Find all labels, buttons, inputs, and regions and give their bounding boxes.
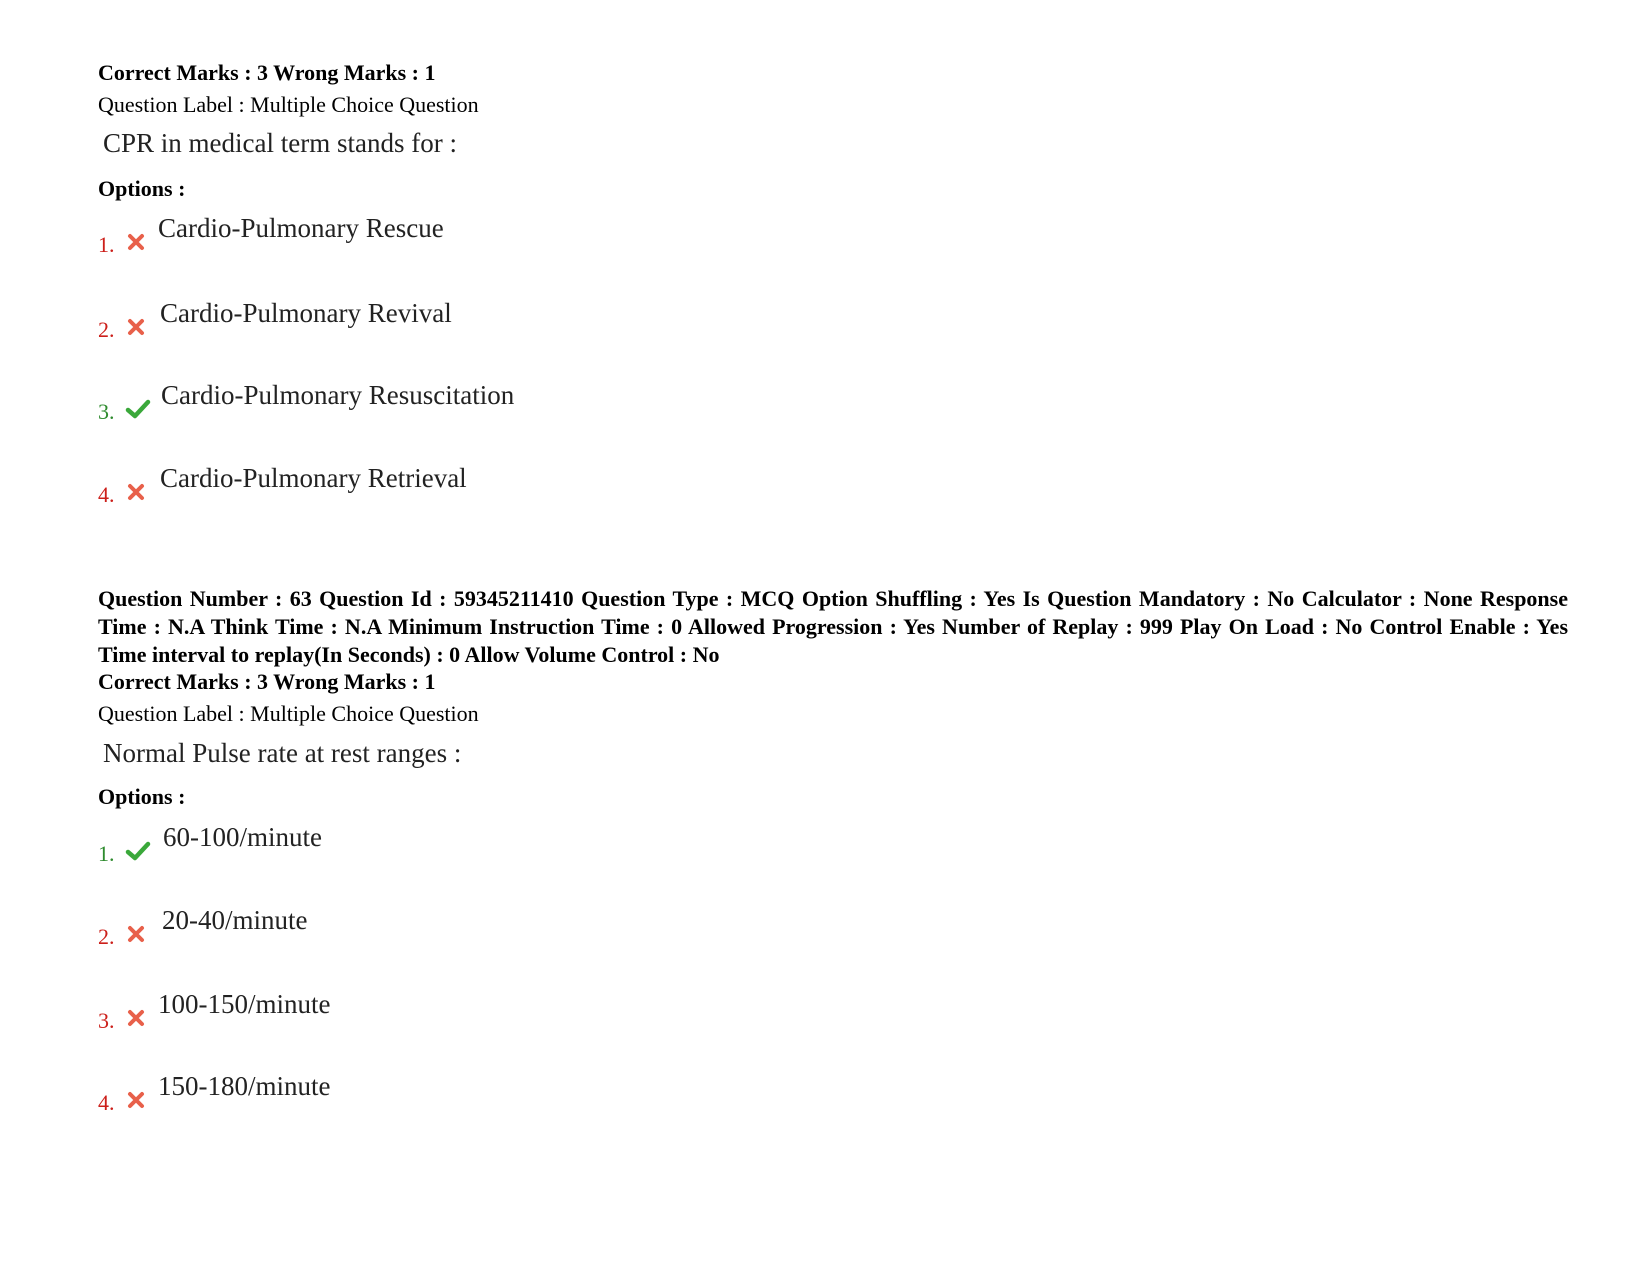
cross-icon <box>125 923 147 945</box>
question-label: Question Label : Multiple Choice Question <box>98 701 479 726</box>
cross-icon <box>125 481 147 503</box>
option-2 <box>98 905 898 949</box>
question-label: Question Label : Multiple Choice Question <box>98 92 479 117</box>
option-number: 1. <box>98 232 115 257</box>
options-heading: Options : <box>98 176 186 201</box>
option-number: 3. <box>98 1008 115 1033</box>
marks-info: Correct Marks : 3 Wrong Marks : 1 <box>98 669 436 694</box>
options-heading: Options : <box>98 784 186 809</box>
option-number: 4. <box>98 482 115 507</box>
option-text: 60-100/minute <box>163 822 322 852</box>
option-2 <box>98 298 898 342</box>
option-text: 150-180/minute <box>158 1071 331 1101</box>
question-text: Normal Pulse rate at rest ranges : <box>103 738 462 768</box>
option-1 <box>98 822 898 866</box>
option-text: 100-150/minute <box>158 989 331 1019</box>
option-number: 2. <box>98 317 115 342</box>
cross-icon <box>125 316 147 338</box>
question-meta: Question Number : 63 Question Id : 59345211410 Question Type : MCQ Option Shuffling : Yes Is Question Mandatory : No Calculator : None Response Time : N.A Think Time : N.A Minimum Instruction Time : 0 Allowed Progression : Yes Number of Replay : 999 Play On Load : No Control Enable : Yes Time interval to replay(In Seconds) : 0 Allow Volume Control : No <box>98 586 1568 667</box>
option-text: 20-40/minute <box>162 905 308 935</box>
option-3 <box>98 989 898 1033</box>
cross-icon <box>125 1089 147 1111</box>
option-3 <box>98 380 898 424</box>
check-icon <box>125 398 151 420</box>
option-text: Cardio-Pulmonary Rescue <box>158 213 444 243</box>
cross-icon <box>125 1007 147 1029</box>
check-icon <box>125 840 151 862</box>
cross-icon <box>125 231 147 253</box>
option-number: 4. <box>98 1090 115 1115</box>
option-1 <box>98 213 898 257</box>
marks-info: Correct Marks : 3 Wrong Marks : 1 <box>98 60 436 85</box>
option-number: 2. <box>98 924 115 949</box>
question-text: CPR in medical term stands for : <box>103 128 457 158</box>
option-number: 1. <box>98 841 115 866</box>
option-text: Cardio-Pulmonary Revival <box>160 298 452 328</box>
option-text: Cardio-Pulmonary Resuscitation <box>161 380 515 410</box>
option-4 <box>98 1071 898 1115</box>
option-text: Cardio-Pulmonary Retrieval <box>160 463 467 493</box>
option-4 <box>98 463 898 507</box>
option-number: 3. <box>98 399 115 424</box>
